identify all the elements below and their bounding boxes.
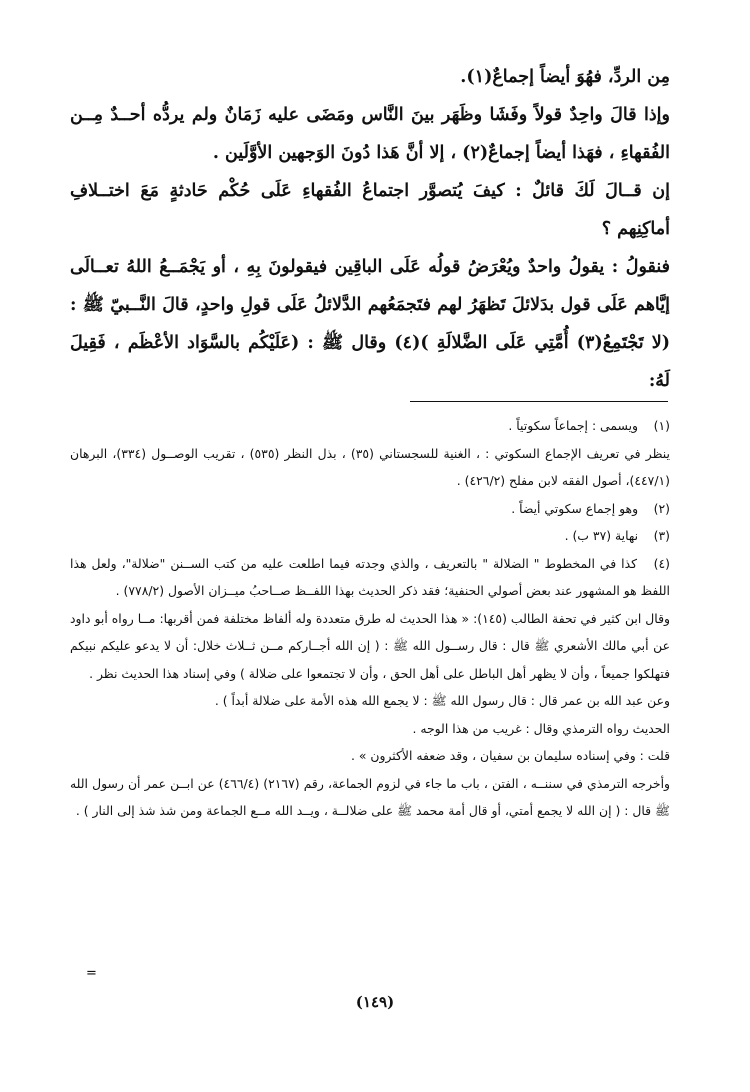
footnote-number: (٤)	[653, 555, 670, 571]
footnote-text: ويسمى : إجماعاً سكوتياً .	[508, 418, 639, 433]
page-number: (١٤٩)	[355, 993, 395, 1011]
footnote-1-continuation	[70, 440, 670, 495]
footnote-4-continuation	[70, 687, 670, 715]
footnote-divider	[410, 401, 668, 402]
footnote-1	[70, 412, 670, 440]
footnote-number: (١)	[653, 418, 670, 433]
footnote-text: وقال ابن كثير في تحفة الطالب (١٤٥): « هذا الحديث له طرق متعددة وله ألفاظ مختلفة فمن أقربها: مــا رواه أبو داود عن أبي مالك الأشعري ﷺ قال : قال رســول الله ﷺ : ( إن الله أجــاركم مــن ثــلاث خلال: أن لا يدعو عليكم نبيكم فتهلكوا جميعاً ، وأن لا يظهر أهل الباطل على أهل الحق ، وأن لا تجتمعوا على ضلالة ) وفي إسناد هذا الحديث نظر .	[70, 610, 670, 681]
main-paragraph-1: مِن الردِّ، فهُوَ أيضاً إجماعٌ(١).	[460, 67, 670, 87]
footnote-text: نهاية (٣٧ ب) .	[564, 528, 639, 543]
main-text	[70, 58, 670, 400]
footnote-number: (٢)	[653, 500, 670, 516]
footnote-text: ينظر في تعريف الإجماع السكوتي : ، الغنية للسجستاني (٣٥) ، بذل النظر (٥٣٥) ، تقريب الوصــول (٣٣٤)، البرهان (٤٤٧/١)، أصول الفقه لابن مفلح (٤٢٦/٢) .	[70, 445, 670, 488]
footnote-text: الحديث رواه الترمذي وقال : غريب من هذا الوجه .	[412, 720, 670, 736]
footnote-4-continuation	[70, 742, 670, 770]
footnotes	[70, 412, 670, 825]
main-paragraph-3: إن قــالَ لَكَ قائلٌ : كيفَ يُتصوَّر اجتماعُ الفُقهاءِ عَلَى حُكْم حَادثةٍ مَعَ اختــلافِ أماكِنِهم ؟	[70, 181, 670, 239]
footnote-text: وعن عبد الله بن عمر قال : قال رسول الله ﷺ : لا يجمع الله هذه الأمة على ضلالة أبداً ) .	[214, 693, 670, 708]
continuation-mark: =	[86, 966, 97, 981]
footnote-4	[70, 550, 670, 605]
main-paragraph-2: وإذا قالَ واحِدٌ قولاً وفَشَا وظَهَر بينَ النَّاس ومَضَى عليه زَمَانٌ ولم يردُّه أحــدٌ مِــن الفُقهاءِ ، فهَذا أيضاً إجماعٌ(٢) ، إلا أنَّ هَذا دُونَ الوَجهين الأوَّلَين .	[70, 105, 670, 163]
footnote-text: كذا في المخطوط " الضلالة " بالتعريف ، والذي وجدته فيما اطلعت عليه من كتب الســنن "ضلالة"، ولعل هذا اللفظ هو المشهور عند بعض أصولي الحنفية؛ فقد ذكر الحديث بهذا اللفــظ صــاحبُ ميــزان الأصول (٧٧٨/٢) .	[70, 555, 670, 598]
footnote-4-continuation	[70, 715, 670, 743]
footnote-text: وهو إجماع سكوتي أيضاً .	[511, 500, 639, 516]
footnote-4-continuation	[70, 770, 670, 825]
footnote-number: (٣)	[653, 528, 670, 543]
footnote-text: وأخرجه الترمذي في سننــه ، الفتن ، باب ما جاء في لزوم الجماعة، رقم (٢١٦٧) (٤٦٦/٤) عن ابــن عمر أن رسول الله ﷺ قال : ( إن الله لا يجمع أمتي، أو قال أمة محمد ﷺ على ضلالــة ، ويــد الله مــع الجماعة ومن شذ شذ إلى النار ) .	[70, 775, 670, 818]
footnote-2	[70, 495, 670, 523]
footnote-text: قلت : وفي إسناده سليمان بن سفيان ، وقد ضعفه الأكثرون » .	[350, 748, 670, 763]
footnote-4-continuation	[70, 605, 670, 688]
main-paragraph-4: فنقولُ : يقولُ واحدٌ ويُعْرَضُ قولُه عَلَى الباقِين فيقولونَ بِهِ ، أو يَجْمَــعُ اللهُ تعــالَى إيَّاهم عَلَى قول بدَلائلَ تَظهَرُ لهم فتَجمَعُهم الدَّلائلُ عَلَى قولِ واحدٍ، قالَ النَّــبيّ ﷺ : (لا تَجْتَمِعُ(٣) أُمَّتِي عَلَى الضَّلالَةِ )(٤) وقال ﷺ : (عَلَيْكُم بالسَّوَاد الأعْظَم ، فَقِيلَ لَهُ:	[70, 257, 671, 391]
footnote-3	[70, 522, 670, 550]
